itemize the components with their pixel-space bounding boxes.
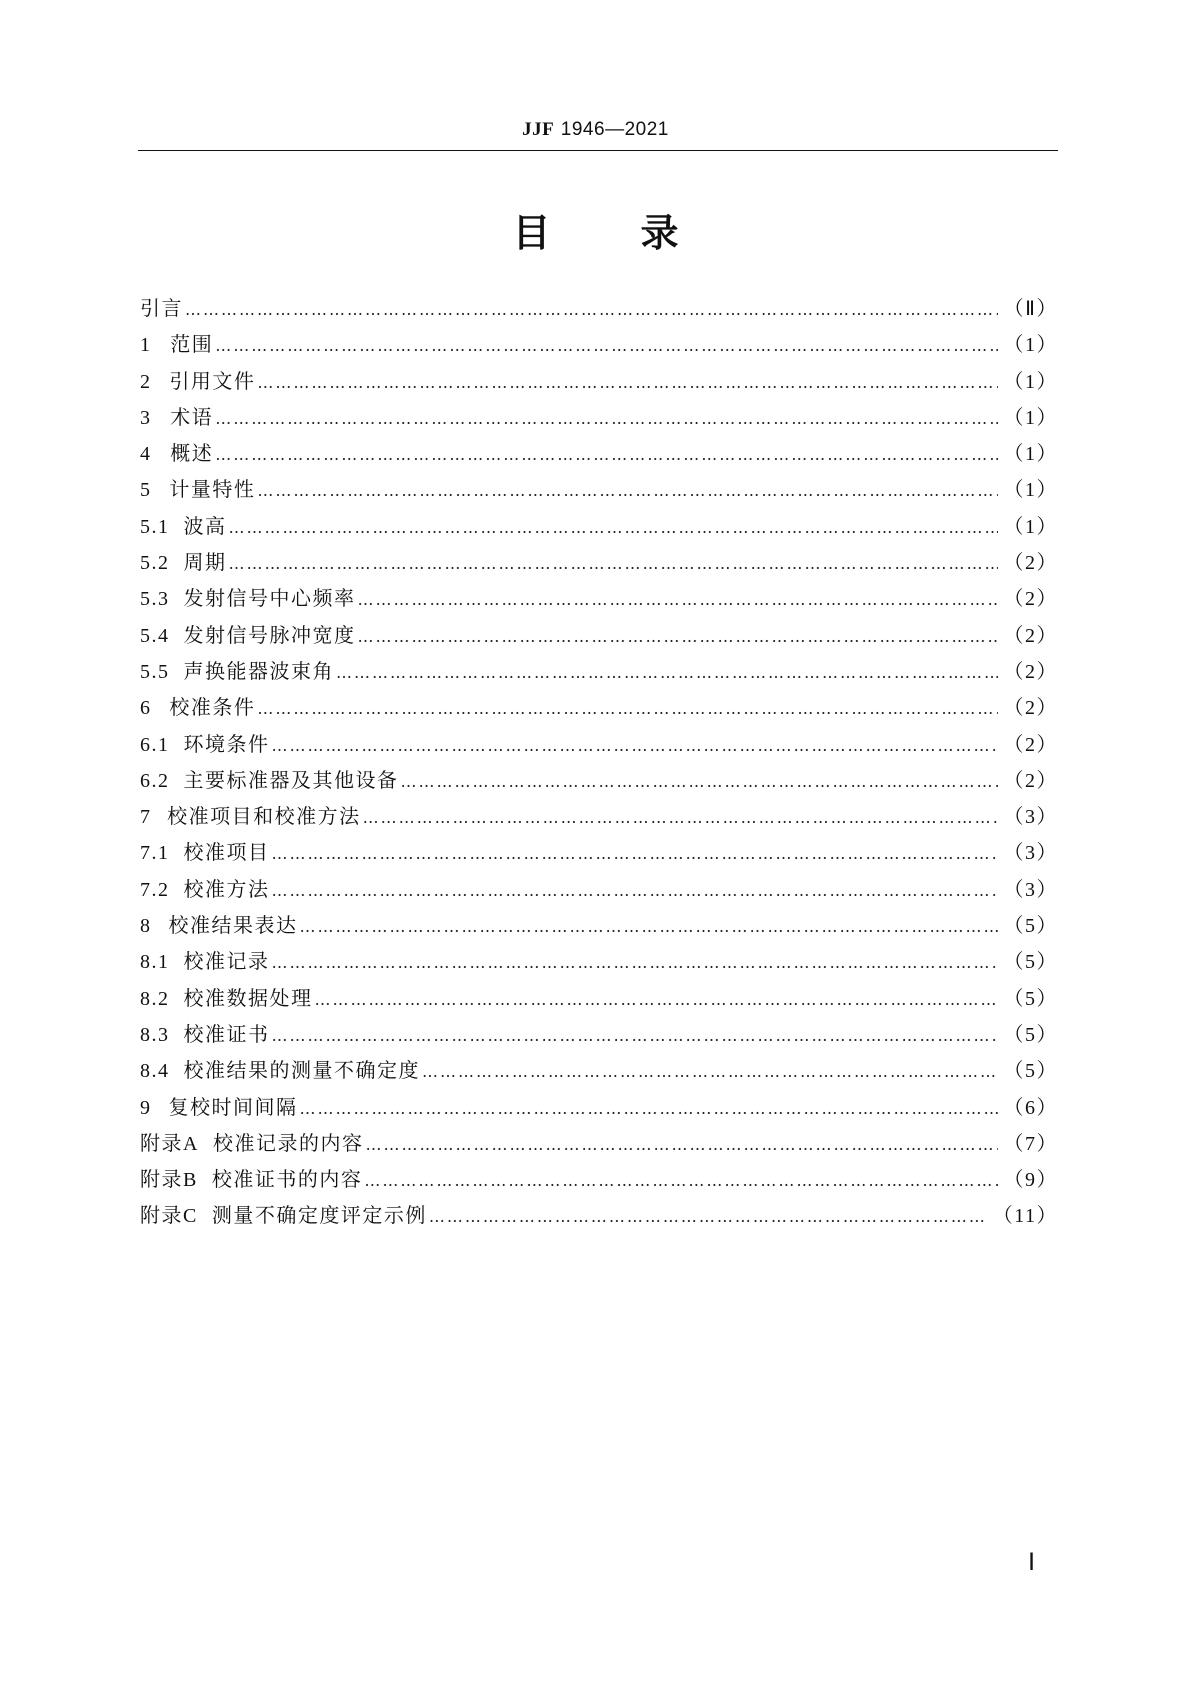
toc-entry-number: 附录B: [140, 1169, 198, 1192]
toc-entry-label: 校准证书的内容: [211, 1167, 363, 1192]
toc-leader-dots: [257, 365, 997, 401]
toc-entry[interactable]: [140, 508, 1058, 544]
page-number: Ⅰ: [1028, 1550, 1036, 1576]
toc-entry[interactable]: [140, 326, 1058, 362]
toc-entry-page: （Ⅱ）: [1003, 298, 1058, 320]
toc-entry-page: （2）: [1003, 552, 1058, 575]
toc-leader-dots: [363, 800, 998, 836]
toc-entry-label: 发射信号中心频率: [183, 586, 356, 611]
toc-entry[interactable]: [140, 653, 1058, 689]
toc-entry[interactable]: [140, 798, 1058, 834]
toc-entry-number: 4: [140, 443, 152, 466]
toc-leader-dots: [358, 619, 998, 655]
toc-entry-label: 复校时间间隔: [168, 1094, 298, 1119]
toc-entry[interactable]: [140, 980, 1058, 1016]
toc-leader-dots: [272, 728, 998, 764]
toc-entry-label: 环境条件: [183, 731, 270, 756]
toc-entry-label: 概述: [170, 441, 214, 466]
toc-leader-dots: [336, 655, 998, 691]
toc-entry-number: 5.4: [140, 624, 170, 647]
toc-entry-page: （5）: [1003, 951, 1058, 974]
toc-entry-page: （2）: [1003, 733, 1058, 756]
toc-entry-number: 6.1: [140, 733, 170, 756]
toc-entry-number: 5.3: [140, 588, 170, 611]
toc-leader-dots: [422, 1054, 998, 1090]
page-title: [0, 202, 1191, 257]
toc-leader-dots: [364, 1163, 997, 1199]
toc-entry-label: 主要标准器及其他设备: [183, 767, 399, 792]
toc-entry-number: 5.2: [140, 552, 170, 575]
toc-entry-page: （1）: [1003, 370, 1058, 393]
toc-entry[interactable]: [140, 435, 1058, 471]
toc-entry-label: 测量不确定度评定示例: [211, 1203, 427, 1228]
toc-leader-dots: [315, 982, 998, 1018]
toc-leader-dots: [299, 909, 997, 945]
toc-entry-label: 校准数据处理: [183, 985, 313, 1010]
toc-leader-dots: [229, 546, 998, 582]
toc-entry-page: （5）: [1003, 987, 1058, 1010]
toc-entry-page: （1）: [1003, 443, 1058, 466]
toc-leader-dots: [272, 836, 998, 872]
toc-entry-number: 5: [140, 479, 152, 502]
toc-entry[interactable]: [140, 544, 1058, 580]
toc-leader-dots: [358, 582, 998, 618]
toc-leader-dots: [299, 1091, 997, 1127]
toc-entry[interactable]: [140, 580, 1058, 616]
toc-entry-number: 7.1: [140, 842, 170, 865]
toc-entry-label: 波高: [183, 513, 227, 538]
toc-entry[interactable]: [140, 689, 1058, 725]
toc-entry-number: 7: [140, 806, 152, 829]
toc-entry-page: （2）: [1003, 697, 1058, 720]
toc-entry-label: 校准证书: [183, 1021, 270, 1046]
toc-entry-label: 校准项目: [183, 840, 270, 865]
toc-entry-page: （7）: [1003, 1132, 1058, 1155]
standard-prefix: JJF: [522, 119, 555, 140]
toc-entry-label: 校准方法: [183, 876, 270, 901]
toc-entry-number: 8.4: [140, 1060, 170, 1083]
toc-entry-number: 附录C: [140, 1205, 198, 1228]
toc-leader-dots: [365, 1127, 997, 1163]
toc-entry-page: （1）: [1003, 406, 1058, 429]
toc-entry-label: 声换能器波束角: [183, 658, 334, 683]
toc-entry-page: （2）: [1003, 624, 1058, 647]
toc-entry-page: （2）: [1003, 588, 1058, 611]
toc-entry-number: 6: [140, 697, 152, 720]
toc-entry-number: 7.2: [140, 878, 170, 901]
toc-entry[interactable]: [140, 399, 1058, 435]
toc-entry-page: （2）: [1003, 660, 1058, 683]
toc-entry-number: 8.3: [140, 1023, 170, 1046]
toc-entry-number: 8.2: [140, 987, 170, 1010]
toc-entry-number: 5.1: [140, 515, 170, 538]
toc-entry-page: （5）: [1003, 915, 1058, 938]
toc-entry[interactable]: [140, 943, 1058, 979]
toc-entry-page: （5）: [1003, 1023, 1058, 1046]
toc-entry-page: （9）: [1003, 1169, 1058, 1192]
toc-leader-dots: [229, 510, 998, 546]
toc-entry[interactable]: [140, 617, 1058, 653]
toc-entry-page: （1）: [1003, 515, 1058, 538]
toc-entry[interactable]: [140, 834, 1058, 870]
toc-entry[interactable]: [140, 1197, 1058, 1233]
toc-entry-page: （3）: [1003, 842, 1058, 865]
toc-entry-label: 校准结果表达: [168, 913, 298, 938]
toc-entry-label: 引用文件: [169, 368, 256, 393]
document-code-header: [0, 118, 1191, 141]
toc-entry-number: 1: [140, 334, 152, 357]
toc-entry[interactable]: [140, 1052, 1058, 1088]
toc-entry-number: 5.5: [140, 660, 170, 683]
toc-entry[interactable]: [140, 1161, 1058, 1197]
toc-entry-page: （1）: [1003, 479, 1058, 502]
toc-leader-dots: [272, 1018, 998, 1054]
toc-entry-label: 校准条件: [169, 695, 256, 720]
toc-entry-number: 2: [140, 370, 152, 393]
toc-entry[interactable]: [140, 1125, 1058, 1161]
toc-entry-label: 校准记录的内容: [212, 1130, 364, 1155]
toc-entry[interactable]: [140, 471, 1058, 507]
toc-entry-label: 范围: [170, 332, 214, 357]
toc-entry[interactable]: [140, 290, 1058, 326]
toc-leader-dots: [272, 873, 998, 909]
toc-leader-dots: [185, 292, 998, 328]
header-rule: [138, 150, 1058, 151]
toc-entry-page: （1）: [1003, 334, 1058, 357]
toc-entry-label: 校准结果的测量不确定度: [183, 1058, 420, 1083]
toc-entry[interactable]: [140, 363, 1058, 399]
toc-entry-number: 3: [140, 406, 152, 429]
toc-entry-page: （3）: [1003, 806, 1058, 829]
toc-entry-label: 校准项目和校准方法: [167, 804, 361, 829]
toc-entry-label: 发射信号脉冲宽度: [183, 622, 356, 647]
toc-leader-dots: [401, 764, 998, 800]
toc-entry-label: 周期: [183, 550, 227, 575]
toc-entry-label: 校准记录: [183, 949, 270, 974]
toc-leader-dots: [429, 1199, 987, 1235]
table-of-contents: [140, 290, 1058, 1234]
toc-leader-dots: [257, 473, 997, 509]
toc-leader-dots: [215, 437, 997, 473]
toc-entry-page: （5）: [1003, 1060, 1058, 1083]
toc-entry[interactable]: [140, 762, 1058, 798]
toc-entry[interactable]: [140, 907, 1058, 943]
toc-entry-label: 计量特性: [169, 477, 256, 502]
toc-leader-dots: [272, 945, 998, 981]
toc-entry-number: 6.2: [140, 769, 170, 792]
title-char-2: 录: [640, 211, 679, 255]
toc-entry-number: 附录A: [140, 1132, 199, 1155]
toc-entry[interactable]: [140, 1089, 1058, 1125]
toc-leader-dots: [215, 401, 997, 437]
toc-leader-dots: [257, 691, 997, 727]
toc-entry-number: 8.1: [140, 951, 170, 974]
standard-number: 1946—2021: [560, 119, 669, 140]
toc-leader-dots: [215, 328, 997, 364]
toc-entry[interactable]: [140, 871, 1058, 907]
toc-entry-label: 术语: [170, 404, 214, 429]
toc-entry[interactable]: [140, 726, 1058, 762]
toc-entry-label: 引言: [140, 296, 183, 320]
toc-entry-number: 8: [140, 915, 152, 938]
title-char-1: 目: [512, 211, 551, 255]
toc-entry-page: （11）: [992, 1205, 1058, 1228]
toc-entry-page: （2）: [1003, 769, 1058, 792]
toc-entry-number: 9: [140, 1096, 152, 1119]
toc-entry-page: （3）: [1003, 878, 1058, 901]
toc-entry-page: （6）: [1003, 1096, 1058, 1119]
toc-entry[interactable]: [140, 1016, 1058, 1052]
